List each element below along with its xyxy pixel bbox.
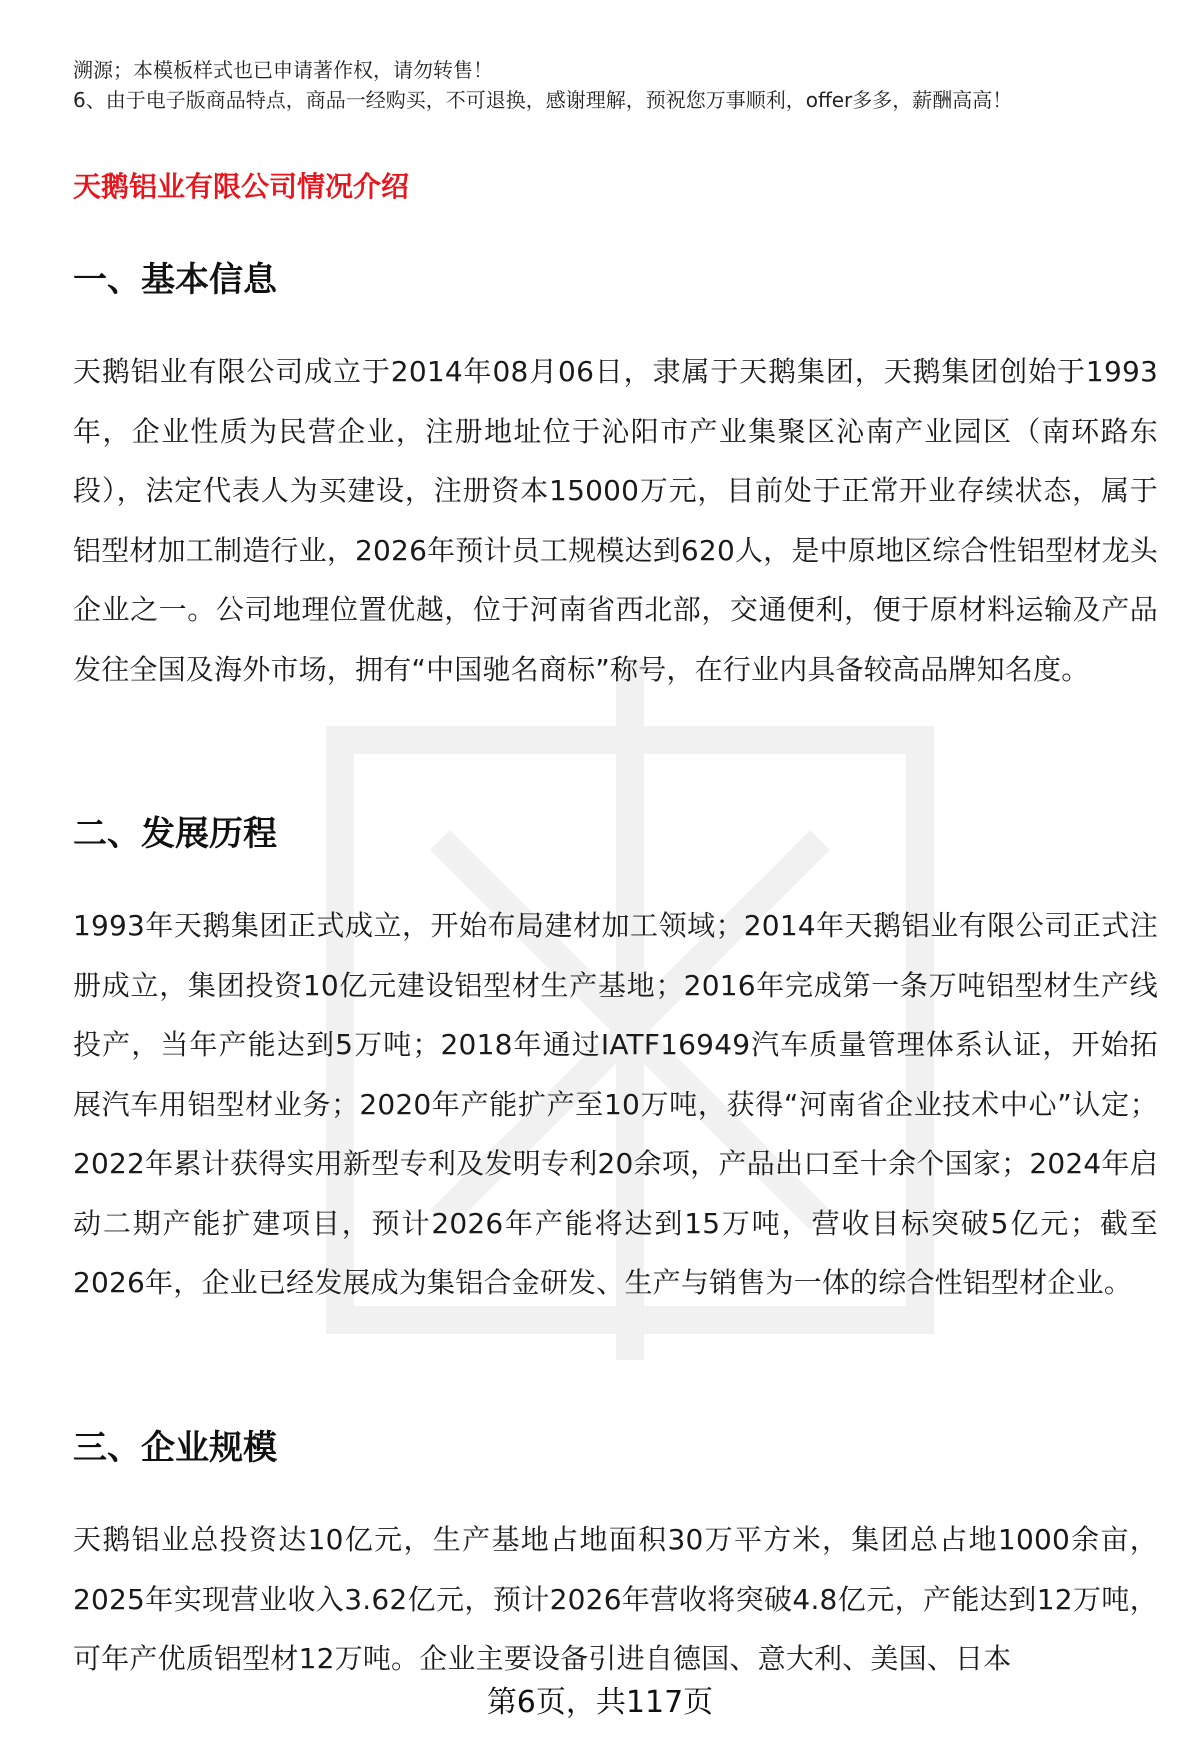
section-paragraph: 1993年天鹅集团正式成立，开始布局建材加工领域；2014年天鹅铝业有限公司正式注册成立，集团投资10亿元建设铝型材生产基地；2016年完成第一条万吨铝型材生产线投产，当年产能达到5万吨；2018年通过IATF16949汽车质量管理体系认证，开始拓展汽车用铝型材业务；2020年产能扩产至10万吨，获得“河南省企业技术中心”认定；2022年累计获得实用新型专利及发明专利20余项，产品出口至十余个国家；2024年启动二期产能扩建项目，预计2026年产能将达到15万吨，营收目标突破5亿元；截至2026年，企业已经发展成为集铝合金研发、生产与销售为一体的综合性铝型材企业。	[73, 909, 1158, 1299]
notice-line: 溯源；本模板样式也已申请著作权，请勿转售！	[73, 58, 493, 82]
document-title: 天鹅铝业有限公司情况介绍	[73, 170, 410, 203]
notice-line: 6、由于电子版商品特点，商品一经购买，不可退换，感谢理解，预祝您万事顺利，offer多多，薪酬高高！	[73, 88, 1013, 112]
section-heading: 二、发展历程	[73, 814, 277, 854]
section-paragraph: 天鹅铝业有限公司成立于2014年08月06日，隶属于天鹅集团，天鹅集团创始于1993年，企业性质为民营企业，注册地址位于沁阳市产业集聚区沁南产业园区（南环路东段），法定代表人为买建设，注册资本15000万元，目前处于正常开业存续状态，属于铝型材加工制造行业，2026年预计员工规模达到620人，是中原地区综合性铝型材龙头企业之一。公司地理位置优越，位于河南省西北部，交通便利，便于原材料运输及产品发往全国及海外市场，拥有“中国驰名商标”称号，在行业内具备较高品牌知名度。	[73, 355, 1158, 686]
section-heading: 一、基本信息	[73, 260, 277, 300]
section-paragraph: 天鹅铝业总投资达10亿元，生产基地占地面积30万平方米，集团总占地1000余亩，2025年实现营业收入3.62亿元，预计2026年营收将突破4.8亿元，产能达到12万吨，可年产优质铝型材12万吨。企业主要设备引进自德国、意大利、美国、日本	[73, 1523, 1158, 1675]
page-number: 第6页，共117页	[486, 1685, 714, 1720]
section-heading: 三、企业规模	[73, 1428, 277, 1468]
